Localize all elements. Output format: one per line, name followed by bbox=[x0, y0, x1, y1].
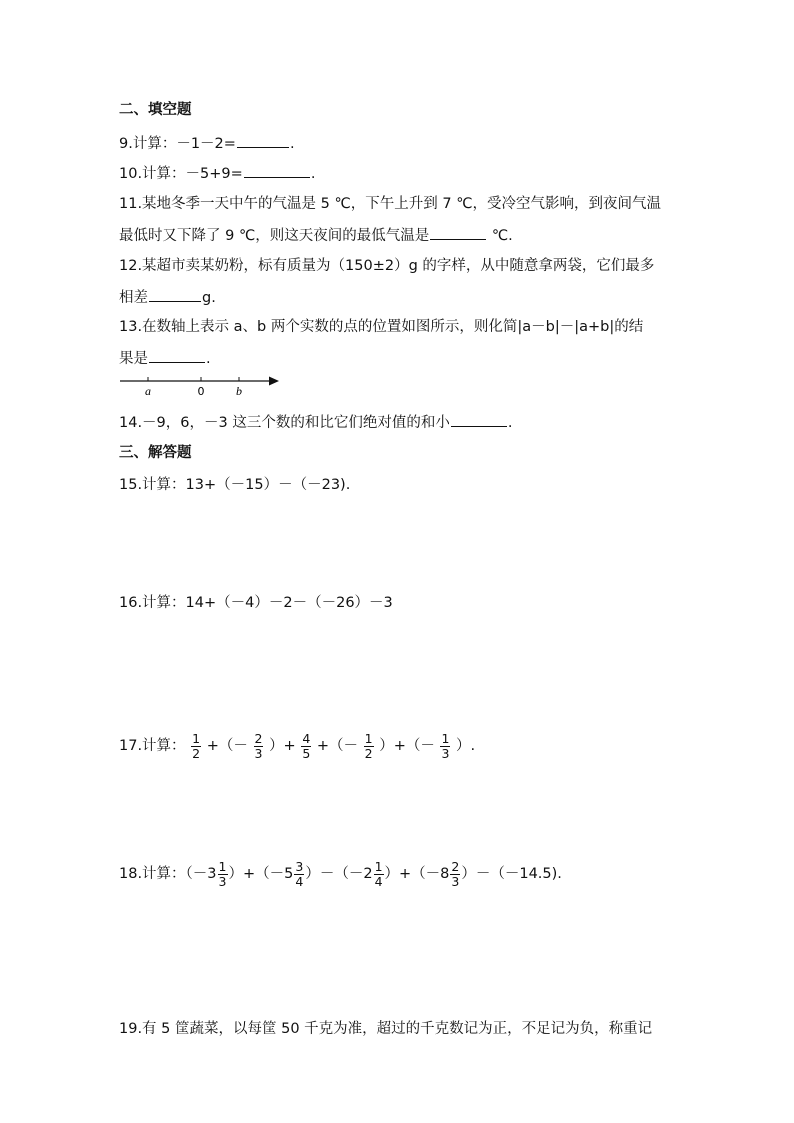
question-12-text: 相差 bbox=[119, 290, 148, 306]
question-18-prefix: 18.计算：（－3 bbox=[119, 866, 217, 882]
question-9 bbox=[119, 133, 295, 154]
answer-blank bbox=[244, 163, 310, 178]
label-a: a bbox=[145, 384, 151, 398]
answer-blank bbox=[149, 348, 205, 363]
operator: ）－（－14.5). bbox=[461, 866, 562, 882]
answer-blank bbox=[237, 133, 289, 148]
operator: ）+（－ bbox=[379, 738, 435, 754]
question-9-end: . bbox=[289, 136, 295, 152]
question-12-end: g. bbox=[202, 290, 216, 306]
question-10 bbox=[119, 163, 315, 184]
question-11-end: ℃. bbox=[487, 228, 513, 244]
label-b: b bbox=[236, 384, 242, 398]
question-11-line2 bbox=[119, 225, 513, 246]
section-two-title: 二、填空题 bbox=[119, 102, 192, 118]
operator: ）+（－8 bbox=[384, 866, 450, 882]
label-0: 0 bbox=[197, 385, 205, 398]
question-12-line2 bbox=[119, 287, 216, 308]
question-11-line1: 11.某地冬季一天中午的气温是 5 ℃，下午上升到 7 ℃，受冷空气影响，到夜间气温 bbox=[119, 196, 662, 212]
fraction: $\frac{3}{4}$ bbox=[295, 858, 304, 889]
question-17-prefix: 17.计算： bbox=[119, 738, 186, 754]
fraction: $\frac{1}{4}$ bbox=[374, 858, 383, 889]
fraction: $\frac{4}{5}$ bbox=[302, 730, 311, 761]
question-16: 16.计算：14+（－4）－2－（－26）－3 bbox=[119, 595, 393, 611]
fraction: $\frac{2}{3}$ bbox=[254, 730, 263, 761]
question-10-end: . bbox=[310, 166, 316, 182]
question-12-line1: 12.某超市卖某奶粉，标有质量为（150±2）g 的字样，从中随意拿两袋，它们最多 bbox=[119, 258, 655, 274]
section-three-title: 三、解答题 bbox=[119, 445, 192, 461]
question-13-text: 果是 bbox=[119, 351, 148, 367]
question-9-text: 9.计算：－1－2= bbox=[119, 136, 236, 152]
operator: ）. bbox=[456, 738, 476, 754]
answer-blank bbox=[149, 287, 201, 302]
question-13-line1: 13.在数轴上表示 a、b 两个实数的点的位置如图所示，则化简|a－b|－|a+b|的结 bbox=[119, 319, 644, 335]
question-14-end: . bbox=[507, 415, 513, 431]
question-14-text: 14.－9，6，－3 这三个数的和比它们绝对值的和小 bbox=[119, 415, 450, 431]
question-11-text: 最低时又下降了 9 ℃，则这天夜间的最低气温是 bbox=[119, 228, 430, 244]
fraction: $\frac{1}{3}$ bbox=[218, 858, 227, 889]
question-10-text: 10.计算：－5+9= bbox=[119, 166, 243, 182]
question-19: 19.有 5 筐蔬菜，以每筐 50 千克为准，超过的千克数记为正，不足记为负，称重记 bbox=[119, 1021, 653, 1037]
question-15: 15.计算：13+（－15）－（－23). bbox=[119, 477, 351, 493]
operator: +（－ bbox=[206, 738, 248, 754]
operator: +（－ bbox=[316, 738, 359, 754]
number-line-diagram bbox=[119, 372, 284, 400]
fraction: $\frac{1}{2}$ bbox=[364, 730, 373, 761]
fraction: $\frac{1}{2}$ bbox=[192, 730, 201, 761]
answer-blank bbox=[451, 412, 507, 427]
question-18 bbox=[119, 854, 562, 894]
fraction: $\frac{1}{3}$ bbox=[441, 730, 450, 761]
answer-blank bbox=[430, 225, 486, 240]
operator: ）+（－5 bbox=[228, 866, 294, 882]
operator: ）+ bbox=[269, 738, 296, 754]
question-13-end: . bbox=[206, 351, 211, 367]
question-14 bbox=[119, 412, 512, 433]
operator: ）－（－2 bbox=[305, 866, 373, 882]
question-13-line2 bbox=[119, 348, 211, 369]
number-line-arrow-icon bbox=[269, 377, 279, 386]
fraction: $\frac{2}{3}$ bbox=[451, 858, 460, 889]
question-17 bbox=[119, 726, 475, 766]
